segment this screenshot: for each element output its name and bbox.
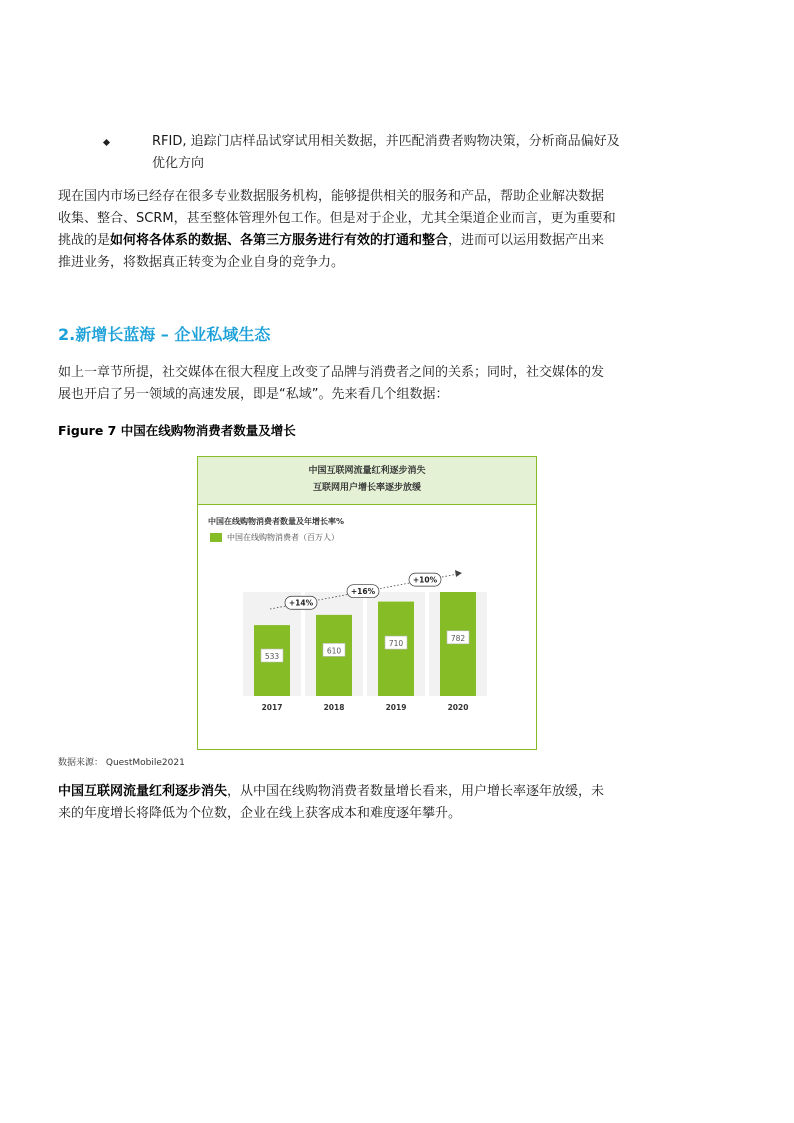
x-tick-label: 2020 <box>447 703 469 712</box>
paragraph1-line-2: 收集、整合、SCRM，甚至整体管理外包工作。但是对于企业，尤其全渠道企业而言，更为重要和 <box>58 211 616 226</box>
bullet-line-2: 优化方向 <box>152 156 205 171</box>
x-tick-label: 2017 <box>261 703 283 712</box>
paragraph3-emphasis: 中国互联网流量红利逐步消失 <box>58 784 228 799</box>
bullet-line-1: RFID, 追踪门店样品试穿试用相关数据，并匹配消费者购物决策，分析商品偏好及 <box>152 134 620 149</box>
value-label: 610 <box>326 646 342 656</box>
figure-header-line-2: 互联网用户增长率逐步放缓 <box>312 483 421 493</box>
x-tick-label: 2019 <box>385 703 407 712</box>
figure-header-line-1: 中国互联网流量红利逐步消失 <box>308 466 426 476</box>
value-label: 533 <box>264 652 280 662</box>
paragraph-data-services <box>58 186 683 274</box>
growth-label: +14% <box>288 598 314 608</box>
paragraph1-line-4: 推进业务，将数据真正转变为企业自身的竞争力。 <box>58 255 345 270</box>
paragraph2-line-1: 如上一章节所提，社交媒体在很大程度上改变了品牌与消费者之间的关系；同时，社交媒体的发 <box>58 365 605 380</box>
paragraph3-line-2: 来的年度增长将降低为个位数，企业在线上获客成本和难度逐年攀升。 <box>58 806 462 821</box>
bullet-diamond-icon <box>103 139 110 146</box>
paragraph3-line-1-post: ，从中国在线购物消费者数量增长看来，用户增长率逐年放缓，未 <box>227 784 605 799</box>
value-label: 710 <box>388 639 404 649</box>
figure-chart <box>197 456 537 750</box>
x-tick-label: 2018 <box>323 703 345 712</box>
bar-chart-plot <box>198 457 536 749</box>
paragraph1-line-3-post: ，进而可以运用数据产出来 <box>448 233 605 248</box>
paragraph3-line-1 <box>58 781 683 803</box>
paragraph1-line-3-pre: 挑战的是 <box>58 233 111 248</box>
growth-label: +16% <box>350 587 376 597</box>
bullet-item <box>100 131 690 175</box>
value-label: 782 <box>450 633 466 643</box>
paragraph-traffic-dividend <box>58 781 683 825</box>
legend-label: 中国在线购物消费者（百万人） <box>227 533 339 542</box>
growth-label: +10% <box>412 575 438 585</box>
paragraph1-line-3 <box>58 230 683 252</box>
paragraph2-line-2: 展也开启了另一领域的高速发展，即是“私域”。先来看几个组数据： <box>58 387 449 402</box>
chart-title: 中国在线购物消费者数量及年增长率% <box>208 517 345 526</box>
section-title: 2.新增长蓝海 – 企业私域生态 <box>58 325 271 344</box>
arrow-head-icon <box>455 570 462 577</box>
paragraph-private-domain <box>58 362 683 406</box>
data-source: 数据来源： QuestMobile2021 <box>58 758 185 768</box>
paragraph1-line-1: 现在国内市场已经存在很多专业数据服务机构，能够提供相关的服务和产品，帮助企业解决数据 <box>58 189 605 204</box>
bullet-text <box>152 131 690 175</box>
paragraph1-emphasis: 如何将各体系的数据、各第三方服务进行有效的打通和整合 <box>110 233 449 248</box>
figure-caption: Figure 7 中国在线购物消费者数量及增长 <box>58 423 296 438</box>
